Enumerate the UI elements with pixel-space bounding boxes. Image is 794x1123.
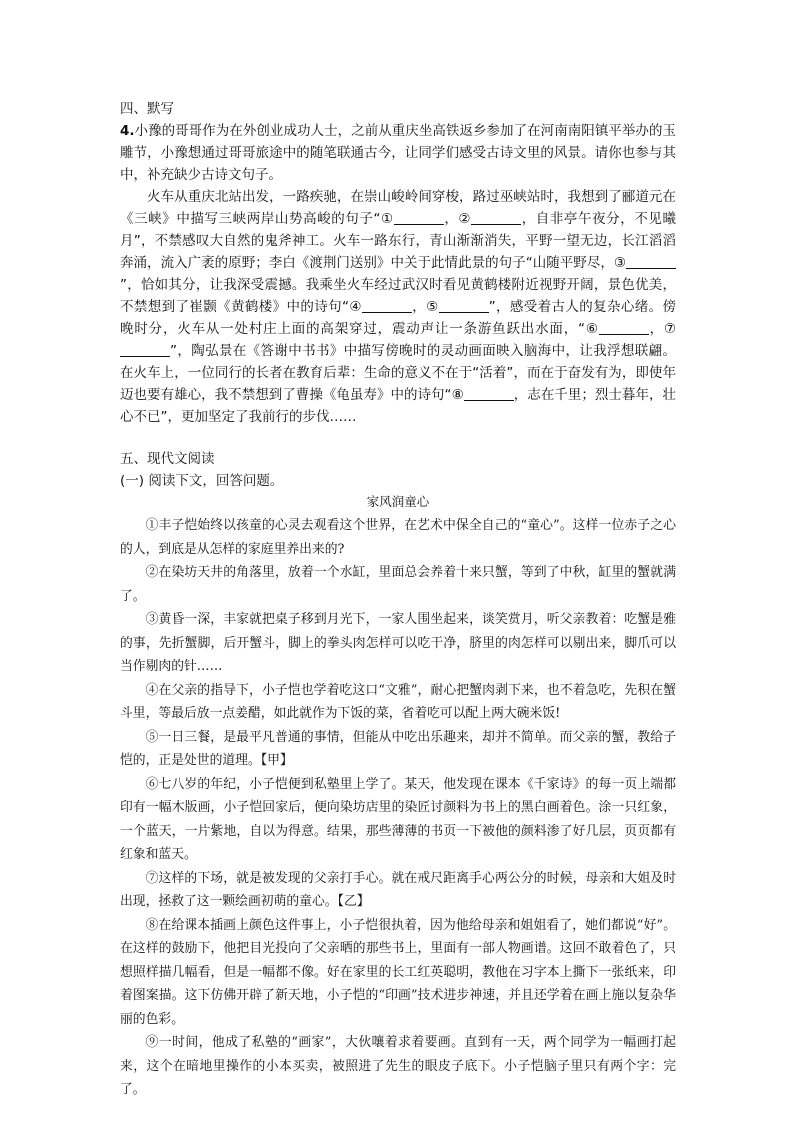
fill-in-passage — [120, 186, 676, 428]
blank-marker-6: ⑥ — [585, 321, 599, 337]
passage-text: ，志在千里；烈士暮年，壮心不已”，更加坚定了我前行的步伐…… — [120, 387, 676, 425]
blank-marker-3: ③ — [613, 255, 627, 271]
answer-blank-7[interactable] — [120, 342, 170, 357]
answer-blank-2[interactable] — [471, 210, 521, 225]
answer-blank-4[interactable] — [362, 298, 412, 313]
passage-text: 火车从重庆北站出发，一路疾驰，在崇山峻岭间穿梭，路过巫峡站时，我想到了郦道元在《三峡》中描写三峡两岸山势高峻的句子“ — [120, 189, 676, 227]
story-paragraph-9: ⑨一时间，他成了私塾的“画家”，大伙嚷着求着要画。直到有一天，两个同学为一幅画打起来，这个在暗地里操作的小本买卖，被照进了先生的眼皮子底下。小子恺脑子里只有两个字：完了。 — [120, 1035, 676, 1097]
story-paragraph-7: ⑦这样的下场，就是被发现的父亲打手心。就在戒尺距离手心两公分的时候，母亲和大姐及时出现，拯救了这一颗绘画初萌的童心。【乙】 — [120, 870, 676, 909]
story-paragraph-3: ③黄昏一深，丰家就把桌子移到月光下，一家人围坐起来，谈笑赏月，听父亲教着：吃蟹是雅的事，先折蟹脚，后开蟹斗，脚上的拳头肉怎样可以吃干净，脐里的肉怎样可以剔出来，脚爪可以当作剔肉的针…… — [120, 612, 676, 674]
blank-marker-8: ⑧ — [451, 387, 464, 403]
story-paragraph-6: ⑥七八岁的年纪，小子恺便到私塾里上学了。某天，他发现在课本《千家诗》的每一页上端都印有一幅木版画，小子恺回家后，便向染坊店里的染匠讨颜料为书上的黑白画着色。涂一只红象，一个蓝天，一片紫地，自以为得意。结果，那些薄薄的书页一下被他的颜料渗了好几层，页页都有红象和蓝天。 — [120, 776, 676, 862]
blank-marker-1: ① — [380, 211, 394, 227]
passage-text: ”，陶弘景在《答谢中书书》中描写傍晚时的灵动画面映入脑海中，让我浮想联翩。在火车上，一位同行的长者在教育后辈：生命的意义不在于“活着”，而在于奋发有为，即使年迈也要有雄心，我不禁想到了曹操《龟虽寿》中的诗句“ — [120, 343, 676, 403]
section-5-heading: 五、现代文阅读 — [120, 451, 215, 467]
passage-text: ”，感受着古人的复杂心绪。傍晚时分，火车从一处村庄上面的高架穿过，震动声让一条游鱼跃出水面，“ — [120, 299, 677, 337]
answer-blank-8[interactable] — [464, 386, 514, 401]
blank-marker-4: ④ — [349, 299, 362, 315]
answer-blank-3[interactable] — [626, 254, 676, 269]
blank-marker-5: ⑤ — [426, 299, 439, 315]
section-spacer — [120, 428, 676, 448]
question-intro-text: 小豫的哥哥作为在外创业成功人士，之前从重庆坐高铁返乡参加了在河南南阳镇平举办的玉雕节，小豫想通过哥哥旅途中的随笔联通古今，让同学们感受古诗文里的风景。请你也参与其中，补充缺少古诗文句子。 — [120, 123, 676, 183]
answer-blank-5[interactable] — [439, 298, 489, 313]
passage-text: ”，恰如其分，让我深受震撼。我乘坐火车经过武汉时看见黄鹤楼附近视野开阔，景色优美，不禁想到了崔颢《黄鹤楼》中的诗句“ — [120, 277, 676, 315]
blank-marker-2: ② — [458, 211, 472, 227]
blank-marker-7: ⑦ — [663, 321, 677, 337]
story-paragraph-2: ②在染坊天井的角落里，放着一个水缸，里面总会养着十来只蟹，等到了中秋，缸里的蟹就满了。 — [120, 565, 676, 604]
page-content — [120, 98, 676, 1102]
question-4-intro — [120, 120, 676, 186]
passage-text: ， — [443, 211, 459, 227]
answer-blank-6[interactable] — [599, 320, 649, 335]
story-title: 家风润童心 — [366, 494, 430, 509]
section-4-heading: 四、默写 — [120, 101, 174, 117]
story-paragraph-4: ④在父亲的指导下，小子恺也学着吃这口“文雅”，耐心把蟹肉剥下来，也不着急吃，先积在蟹斗里，等最后放一点姜醋，如此就作为下饭的菜，省着吃可以配上两大碗米饭! — [120, 682, 676, 721]
story-paragraph-8: ⑧在给课本插画上颜色这件事上，小子恺很执着，因为他给母亲和姐姐看了，她们都说“好”。在这样的鼓励下，他把目光投向了父亲晒的那些书上，里面有一部人物画谱。这回不敢着色了，只想照样描几幅看，但是一幅都不像。好在家里的长工红英聪明，教他在习字本上撕下一张纸来，印着图案描。这下仿佛开辟了新天地，小子恺的“印画”技术进步神速，并且还学着在画上施以复杂华丽的色彩。 — [120, 917, 676, 1027]
reading-subheading: (一) 阅读下文，回答问题。 — [120, 473, 284, 489]
passage-text: ， — [648, 321, 664, 337]
story-paragraph-5: ⑤一日三餐，是最平凡普通的事情，但能从中吃出乐趣来，却并不简单。而父亲的蟹，教给子恺的，正是处世的道理。【甲】 — [120, 729, 676, 768]
question-number: 4. — [120, 123, 135, 139]
story-body — [120, 514, 676, 1102]
answer-blank-1[interactable] — [394, 210, 444, 225]
passage-text: ， — [411, 299, 427, 315]
passage-text: ，自非亭午夜分，不见曦月”，不禁感叹大自然的鬼斧神工。火车一路东行，青山渐渐消失，平野一望无边，长江滔滔奔涌，流入广袤的原野；李白《渡荆门送别》中关于此情此景的句子“山随平野尽， — [120, 211, 677, 271]
story-paragraph-1: ①丰子恺始终以孩童的心灵去观看这个世界，在艺术中保全自己的“童心”。这样一位赤子之心的人，到底是从怎样的家庭里养出来的? — [120, 518, 676, 557]
